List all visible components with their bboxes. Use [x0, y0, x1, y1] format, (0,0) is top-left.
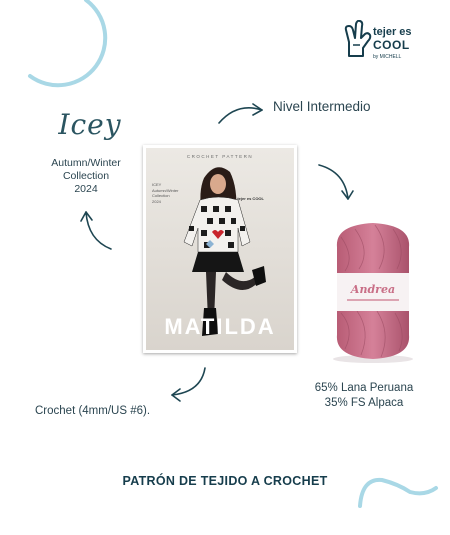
- yarn-composition: [292, 381, 436, 411]
- hook-size: Crochet (4mm/US #6).: [35, 405, 151, 417]
- yarn-skein-image: [325, 217, 420, 365]
- composition-line1: 65% Lana Peruana: [314, 382, 414, 394]
- cover-header: CROCHET PATTERN: [186, 154, 254, 159]
- decorative-arc-top-left: [30, 0, 105, 85]
- skill-level: Nivel Intermedio: [273, 99, 371, 114]
- collection-year: 2024: [74, 183, 98, 195]
- brand-line2: COOL: [373, 38, 410, 52]
- arrow-to-collection-icon: [81, 212, 111, 249]
- collection-name: Autumn/Winter: [51, 157, 121, 169]
- brand-line1: tejer es: [373, 26, 412, 38]
- arrow-to-level-icon: [219, 104, 262, 123]
- cover-mini-line4: 2024: [152, 198, 161, 204]
- pattern-cover-image: [143, 145, 297, 353]
- collection-type: Collection: [62, 170, 110, 182]
- brand-logo: [343, 18, 428, 64]
- collection-info: [34, 157, 138, 196]
- crossed-fingers-icon: [343, 20, 373, 58]
- cover-mini-line2: Autumn/Winter: [152, 187, 179, 193]
- composition-line2: 35% FS Alpaca: [324, 397, 404, 409]
- arrow-to-hook-icon: [172, 368, 205, 401]
- cover-mini-line1: ICEY: [152, 182, 162, 187]
- yarn-label: Andrea: [350, 283, 396, 296]
- cover-logo: tejer es COOL: [237, 196, 264, 201]
- cover-mini-line3: Collection: [152, 193, 170, 198]
- cover-pattern-name: MATILDA: [164, 314, 276, 339]
- yarn-skein-icon: [325, 217, 420, 365]
- brand-line3: by MICHELL: [373, 54, 402, 60]
- arrow-to-yarn-icon: [319, 165, 353, 199]
- collection-script-title: Icey: [58, 108, 122, 141]
- cover-mini-text: [152, 182, 178, 204]
- footer-title: PATRÓN DE TEJIDO A CROCHET: [122, 474, 328, 488]
